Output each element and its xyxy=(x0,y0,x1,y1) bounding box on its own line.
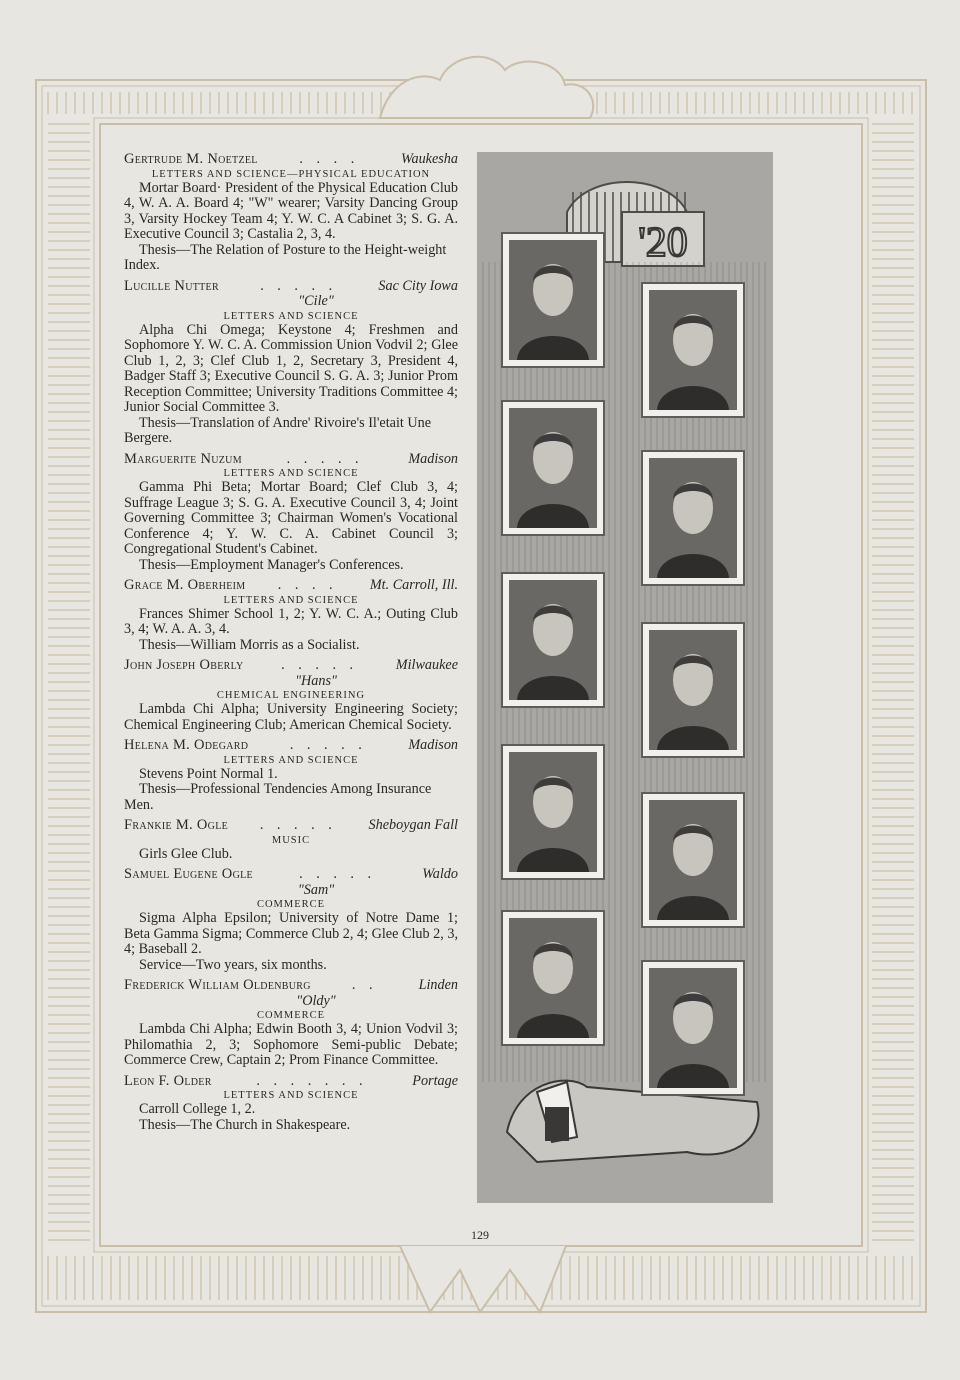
portrait-image xyxy=(509,240,597,360)
entry-heading xyxy=(124,152,458,168)
college: LETTERS AND SCIENCE xyxy=(223,310,359,322)
portrait-image xyxy=(509,408,597,528)
activities: Frances Shimer School 1, 2; Y. W. C. A.; Outing Club 3, 4; W. A. A. 3, 4. xyxy=(124,605,458,637)
portrait-photo xyxy=(501,572,605,708)
thesis: Thesis—Translation of Andre' Rivoire's Il'etait Une Bergere. xyxy=(124,414,432,446)
activities: Carroll College 1, 2. xyxy=(139,1101,256,1117)
entry-heading xyxy=(124,818,458,834)
activities: Lambda Chi Alpha; Edwin Booth 3, 4; Union Vodvil 3; Philomathia 2, 3; Sophomore Semi-public Debate; Commerce Crew, Captain 2; Prom Finance Committee. xyxy=(124,1021,458,1068)
thesis: Thesis—Professional Tendencies Among Insurance Men. xyxy=(124,781,432,813)
biography-entry xyxy=(124,1074,458,1134)
entry-heading xyxy=(124,1074,458,1090)
portrait-image xyxy=(509,752,597,872)
portrait-photo xyxy=(501,400,605,536)
nickname: "Cile" xyxy=(298,293,334,309)
portrait-photo xyxy=(501,910,605,1046)
entry-heading xyxy=(124,867,458,883)
biography-entry xyxy=(124,978,458,1069)
portrait-photo xyxy=(501,744,605,880)
portrait-photo xyxy=(641,960,745,1096)
nickname: "Oldy" xyxy=(296,992,336,1009)
hometown: Madison xyxy=(408,450,458,467)
student-name: John Joseph Oberly xyxy=(124,657,244,673)
college: COMMERCE xyxy=(256,1010,326,1021)
thesis: Thesis—Employment Manager's Conferences. xyxy=(139,556,404,573)
leader-dots: . . . . . xyxy=(281,658,359,673)
biography-entry xyxy=(124,578,458,653)
activities: Mortar Board· President of the Physical Education Club 4, W. A. A. Board 4; "W" wearer; Varsity Dancing Group 3, Varsity Hockey Team 4; Y. W. C. A Cabinet 3; S. G. A. Executive Council 3; Castalia 2, 3, 4. xyxy=(124,179,458,242)
college: COMMERCE xyxy=(256,899,326,910)
portrait-photo xyxy=(641,792,745,928)
portrait-image xyxy=(649,968,737,1088)
cloud-ornament xyxy=(380,57,593,118)
biography-entry xyxy=(124,279,458,447)
biography-entry xyxy=(124,152,458,274)
hometown: Sheboygan Fall xyxy=(368,817,458,833)
portrait-image xyxy=(649,630,737,750)
entry-heading xyxy=(124,658,458,674)
student-name: Leon F. Older xyxy=(124,1072,212,1089)
portrait-image xyxy=(649,458,737,578)
student-name: Marguerite Nuzum xyxy=(124,450,242,467)
activities: Lambda Chi Alpha; University Engineering Society; Chemical Engineering Club; American Chemical Society. xyxy=(124,701,458,733)
thesis: Thesis—The Church in Shakespeare. xyxy=(139,1116,351,1133)
biography-entry xyxy=(124,818,458,862)
hometown: Milwaukee xyxy=(395,657,458,673)
leader-dots: . . . . . xyxy=(259,818,337,833)
student-name: Lucille Nutter xyxy=(124,277,219,294)
entry-heading xyxy=(124,578,458,594)
thesis: Service—Two years, six months. xyxy=(139,956,327,973)
college: LETTERS AND SCIENCE xyxy=(223,754,359,766)
student-name: Frederick William Oldenburg xyxy=(124,977,311,993)
biography-column xyxy=(124,152,458,1138)
hometown: Mt. Carroll, Ill. xyxy=(369,577,458,593)
class-year-text: '20 xyxy=(638,220,688,266)
portrait-image xyxy=(509,918,597,1038)
student-name: Gertrude M. Noetzel xyxy=(124,151,258,167)
w-ornament xyxy=(400,1246,566,1312)
portrait-photo xyxy=(641,450,745,586)
portrait-image xyxy=(649,800,737,920)
leader-dots: . . . . xyxy=(299,152,360,167)
leader-dots: . . xyxy=(351,978,378,993)
student-name: Frankie M. Ogle xyxy=(124,817,229,833)
entry-heading xyxy=(124,279,458,295)
leader-dots: . . . . . xyxy=(260,278,338,294)
entry-heading xyxy=(124,978,458,994)
hometown: Waldo xyxy=(422,866,458,882)
leader-dots: . . . . . xyxy=(286,451,364,467)
biography-entry xyxy=(124,738,458,813)
portrait-image xyxy=(649,290,737,410)
leader-dots: . . . . . xyxy=(289,738,367,753)
entry-heading xyxy=(124,738,458,754)
nickname: "Sam" xyxy=(297,881,335,898)
hometown: Linden xyxy=(418,977,458,993)
student-name: Grace M. Oberheim xyxy=(124,577,246,593)
biography-entry xyxy=(124,452,458,574)
nickname: "Hans" xyxy=(295,672,337,689)
student-name: Helena M. Odegard xyxy=(124,737,249,753)
portrait-photo xyxy=(501,232,605,368)
leader-dots: . . . . xyxy=(277,578,338,593)
activities: Alpha Chi Omega; Keystone 4; Freshmen and Sophomore Y. W. C. A. Commission Union Vodvil 2; Glee Club 1, 2, 3; Clef Club 1, 2, Secretary 3, President 4, Badger Staff 3; Executive Council S. G. A. 3; Junior Prom Reception Committee; University Traditions Committee 4; Junior Social Committee 3. xyxy=(124,321,458,415)
thesis: Thesis—William Morris as a Socialist. xyxy=(139,636,360,653)
photo-panel xyxy=(477,152,773,1203)
activities: Girls Glee Club. xyxy=(139,845,233,862)
entry-list xyxy=(124,152,458,1133)
activities: Gamma Phi Beta; Mortar Board; Clef Club 3, 4; Suffrage League 3; S. G. A. Executive Council 3, 4; Joint Governing Committee 3; Chairman Women's Vocational Conference 4; Y. W. C. A. Cabinet Council 3; Congregational Student's Cabinet. xyxy=(124,479,458,557)
college: CHEMICAL ENGINEERING xyxy=(216,690,366,701)
college: LETTERS AND SCIENCE xyxy=(223,468,359,479)
college: MUSIC xyxy=(271,834,311,846)
portrait-photo xyxy=(641,622,745,758)
portrait-photo xyxy=(641,282,745,418)
leader-dots: . . . . . . . xyxy=(256,1073,368,1089)
college: LETTERS AND SCIENCE—PHYSICAL EDUCATION xyxy=(151,168,431,180)
college: LETTERS AND SCIENCE xyxy=(223,1090,359,1101)
hometown: Madison xyxy=(408,737,458,753)
biography-entry xyxy=(124,867,458,973)
page-number: 129 xyxy=(471,1228,489,1242)
leader-dots: . . . . . xyxy=(299,867,377,882)
portrait-image xyxy=(509,580,597,700)
thesis: Thesis—The Relation of Posture to the Height-weight Index. xyxy=(124,241,447,273)
hometown: Waukesha xyxy=(400,151,458,167)
biography-entry xyxy=(124,658,458,733)
entry-heading xyxy=(124,452,458,468)
college: LETTERS AND SCIENCE xyxy=(223,594,359,606)
activities: Stevens Point Normal 1. xyxy=(139,765,278,782)
activities: Sigma Alpha Epsilon; University of Notre Dame 1; Beta Gamma Sigma; Commerce Club 2, 4; Glee Club 2, 3, 4; Baseball 2. xyxy=(124,910,458,957)
hometown: Sac City Iowa xyxy=(378,277,458,294)
hometown: Portage xyxy=(412,1072,458,1089)
student-name: Samuel Eugene Ogle xyxy=(124,866,253,882)
